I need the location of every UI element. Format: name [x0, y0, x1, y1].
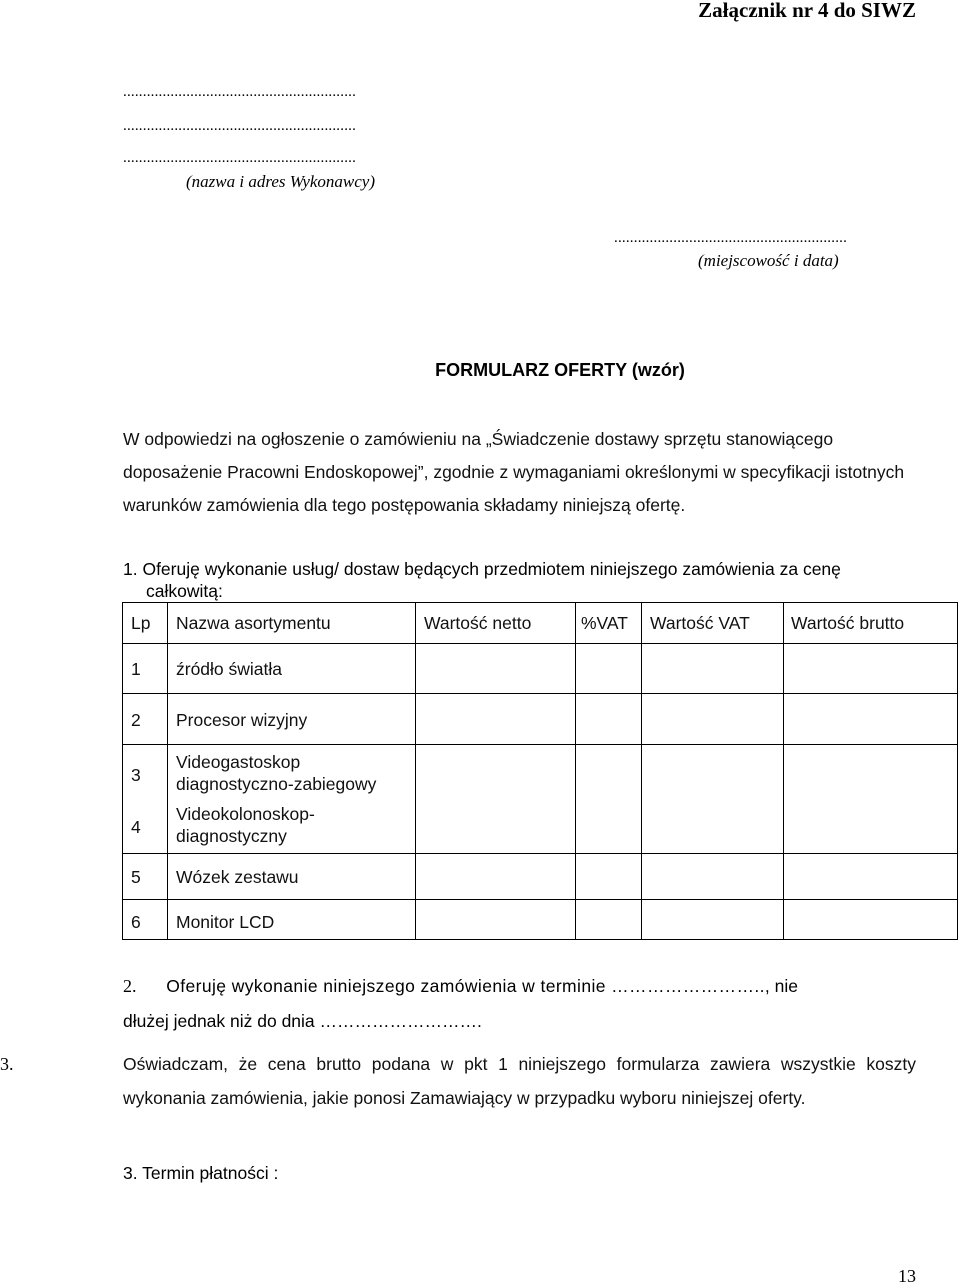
contractor-dotted-line-3: ........................................................... — [123, 150, 357, 166]
item-2-number: 2. — [123, 976, 137, 996]
table-divider — [575, 603, 576, 939]
item-3-number: 3. — [0, 1054, 14, 1074]
table-row-lp: 3 — [131, 765, 141, 785]
table-row-name-line: diagnostyczno-zabiegowy — [176, 774, 377, 794]
table-divider — [123, 643, 957, 644]
table-divider — [783, 603, 784, 939]
item-1-text: 1. Oferuję wykonanie usług/ dostaw będących przedmiotem niniejszego zamówienia za cenę — [123, 559, 841, 579]
contractor-dotted-line-1: ........................................................... — [123, 84, 357, 100]
contractor-dotted-line-2: ........................................................... — [123, 118, 357, 134]
place-date-caption: (miejscowość i data) — [698, 251, 839, 270]
table-divider — [123, 899, 957, 900]
table-row-name: Procesor wizyjny — [176, 710, 308, 730]
table-row-name-line: Videokolonoskop- — [176, 804, 315, 824]
table-header-vat-value: Wartość VAT — [650, 613, 750, 633]
table-row-lp: 6 — [131, 912, 141, 932]
form-title: FORMULARZ OFERTY (wzór) — [435, 360, 685, 380]
table-divider — [641, 603, 642, 939]
table-header-name: Nazwa asortymentu — [176, 613, 331, 633]
table-divider — [167, 603, 168, 939]
table-row-name — [176, 803, 315, 847]
table-row-name-line: diagnostyczny — [176, 826, 287, 846]
offer-table — [122, 602, 958, 940]
table-divider — [123, 853, 957, 854]
payment-term-label: 3. Termin płatności : — [123, 1163, 279, 1183]
item-3-paragraph: Oświadczam, że cena brutto podana w pkt 1 niniejszego formularza zawiera wszystkie koszty wykonania zamówienia, jakie ponosi Zamawiający w przypadku wyboru niniejszej oferty. — [123, 1054, 916, 1108]
table-header-net: Wartość netto — [424, 613, 532, 633]
table-row-name: Wózek zestawu — [176, 867, 299, 887]
table-row-name — [176, 751, 376, 795]
item-2-text: Oferuję wykonanie niniejszego zamówienia w terminie …………………….. — [166, 976, 765, 996]
table-header-vat-percent: %VAT — [581, 613, 628, 633]
table-header-gross: Wartość brutto — [791, 613, 905, 633]
table-row-name-line: Videogastoskop — [176, 752, 301, 772]
table-row-name: Monitor LCD — [176, 912, 275, 932]
table-row-name: źródło światła — [176, 659, 283, 679]
intro-paragraph: W odpowiedzi na ogłoszenie o zamówieniu na „Świadczenie dostawy sprzętu stanowiącego doposażenie Pracowni Endoskopowej”, zgodnie z wymaganiami określonymi w specyfikacji istotnych warunków zamówienia dla tego postępowania składamy niniejszą ofertę. — [123, 429, 905, 515]
annex-label: Załącznik nr 4 do SIWZ — [698, 0, 916, 22]
item-2-line-2: dłużej jednak niż do dnia ………………………. — [123, 1011, 482, 1031]
table-row-lp: 2 — [131, 710, 141, 730]
item-2-text-end: , nie — [764, 976, 798, 996]
table-header-lp: Lp — [131, 613, 151, 633]
table-row-lp: 4 — [131, 817, 141, 837]
table-divider — [415, 603, 416, 939]
table-divider — [123, 744, 957, 745]
contractor-caption: (nazwa i adres Wykonawcy) — [186, 172, 376, 191]
item-1-text-continued: całkowitą: — [146, 581, 223, 601]
place-date-dotted-line: ........................................................... — [614, 230, 848, 246]
page-number: 13 — [898, 1266, 916, 1286]
table-divider — [123, 693, 957, 694]
item-2-line-1 — [123, 976, 798, 997]
table-row-lp: 1 — [131, 659, 141, 679]
table-row-lp: 5 — [131, 867, 141, 887]
